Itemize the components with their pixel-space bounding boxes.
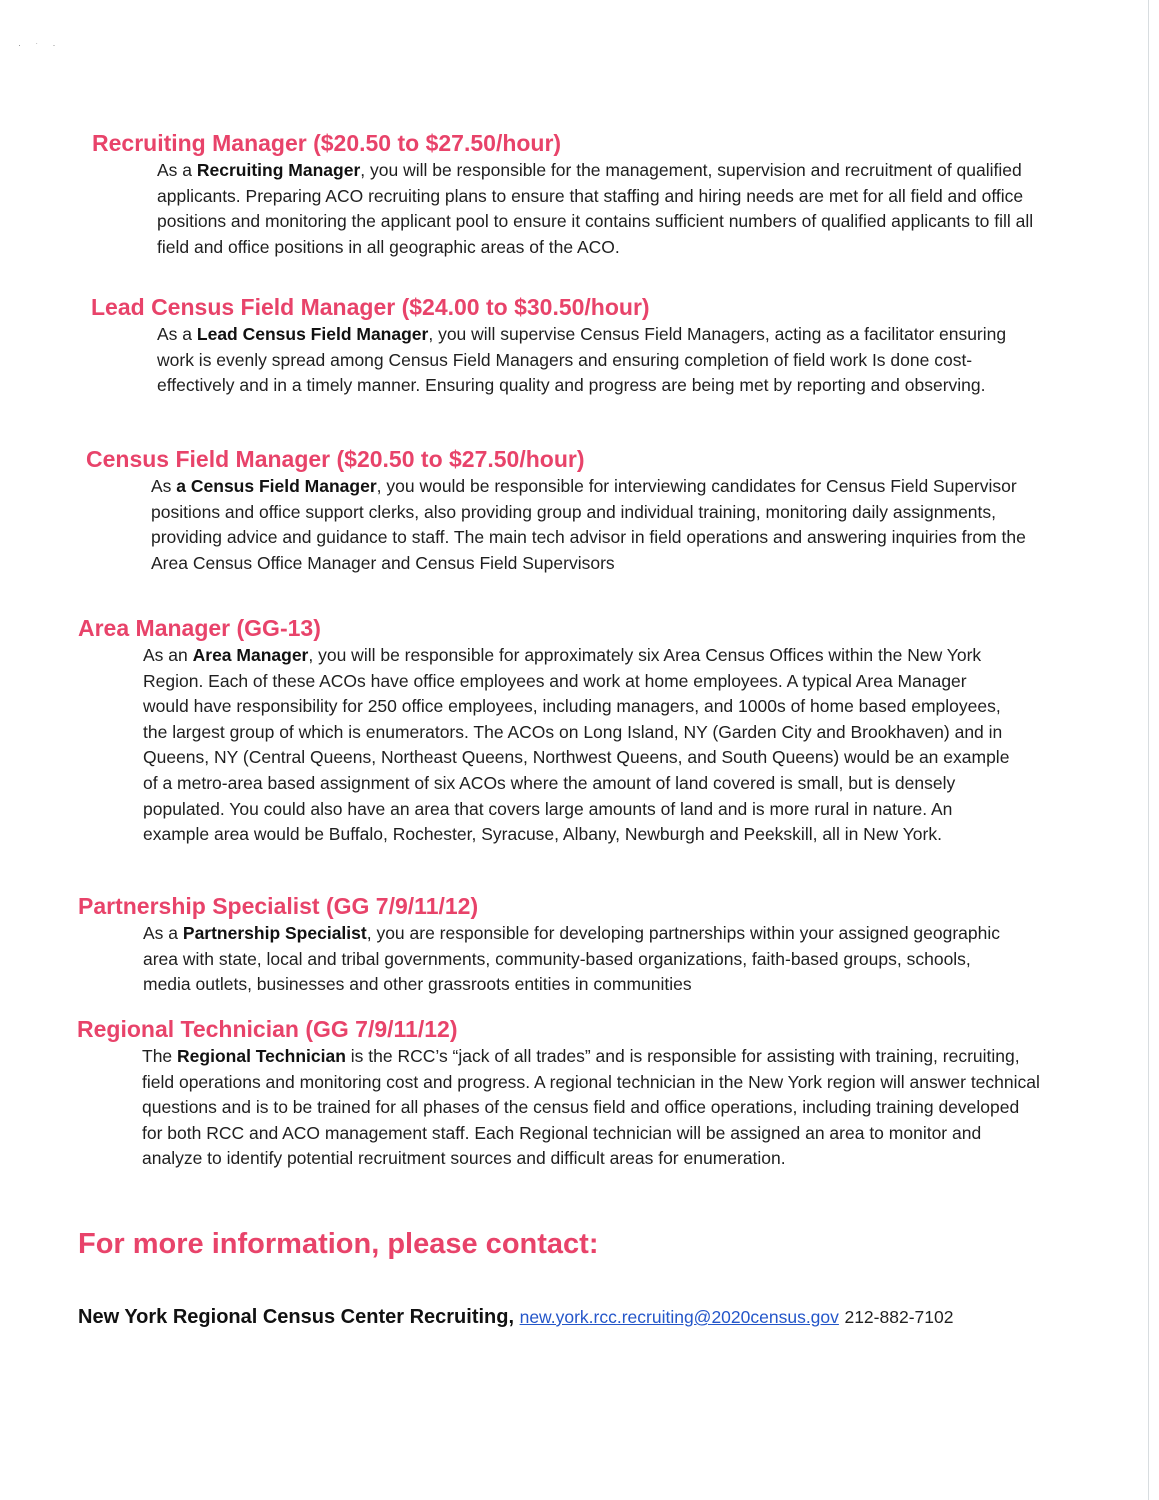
contact-line: [78, 1306, 953, 1329]
section-regional-technician: [77, 1014, 1042, 1172]
scan-artifact: · ˑ ·: [18, 40, 62, 50]
section-body: [151, 474, 1031, 576]
job-title-bold: Recruiting Manager: [196, 160, 361, 180]
job-title-bold: Regional Technician: [177, 1046, 346, 1066]
body-lead: As a: [143, 923, 183, 943]
body-lead: As an: [143, 645, 193, 665]
body-text: , you will be responsible for the management, supervision and recruitment of qualified applicants. Preparing ACO recruiting plans to ensure that staffing and hiring needs are met for all field and office positions and monitoring the applicant pool to ensure it contains sufficient numbers of qualified applicants to fill all field and office positions in all geographic areas of the ACO.: [157, 160, 1034, 257]
job-title-bold: Area Manager: [192, 645, 309, 665]
section-recruiting-manager: [92, 128, 1047, 260]
body-lead: As a: [157, 160, 197, 180]
section-body: [143, 921, 1013, 998]
section-heading: Recruiting Manager ($20.50 to $27.50/hour): [92, 130, 562, 156]
job-title-bold: a Census Field Manager: [176, 476, 377, 496]
body-text: , you would be responsible for interviewing candidates for Census Field Supervisor positions and office support clerks, also providing group and individual training, monitoring daily assignments, providing advice and guidance to staff. The main tech advisor in field operations and answering inquiries from the Area Census Office Manager and Census Field Supervisors: [151, 476, 1026, 573]
body-text: , you are responsible for developing partnerships within your assigned geographic area with state, local and tribal governments, community-based organizations, faith-based groups, schools, media outlets, businesses and other grassroots entities in communities: [143, 923, 1001, 995]
body-text: , you will be responsible for approximately six Area Census Offices within the New York Region. Each of these ACOs have office employees and work at home employees. A typical Area Manager would have responsibility for 250 office employees, including managers, and 1000s of home based employees, the largest group of which is enumerators. The ACOs on Long Island, NY (Garden City and Brookhaven) and in Queens, NY (Central Queens, Northeast Queens, Northwest Queens, and South Queens) would be an example of a metro-area based assignment of six ACOs where the amount of land covered is small, but is densely populated. You could also have an area that covers large amounts of land and is more rural in nature. An example area would be Buffalo, Rochester, Syracuse, Albany, Newburgh and Peekskill, all in New York.: [143, 645, 1010, 845]
body-lead: As: [151, 476, 177, 496]
body-text: is the RCC’s “jack of all trades” and is responsible for assisting with training, recruiting, field operations and monitoring cost and progress. A regional technician in the New York region will answer technical questions and is to be trained for all phases of the census field and office operations, including training developed for both RCC and ACO management staff. Each Regional technician will be assigned an area to monitor and analyze to identify potential recruitment sources and difficult areas for enumeration.: [142, 1046, 1040, 1169]
section-partnership-specialist: [78, 891, 1013, 998]
section-heading: Regional Technician (GG 7/9/11/12): [77, 1016, 458, 1042]
section-body: [157, 158, 1047, 260]
job-title-bold: Lead Census Field Manager: [196, 324, 429, 344]
section-heading: Area Manager (GG-13): [78, 615, 321, 641]
contact-heading: For more information, please contact:: [78, 1228, 599, 1260]
job-title-bold: Partnership Specialist: [182, 923, 367, 943]
body-lead: The: [142, 1046, 178, 1066]
contact-phone: 212-882-7102: [844, 1307, 954, 1327]
section-heading: Census Field Manager ($20.50 to $27.50/hour): [86, 446, 585, 472]
page-edge-line: [1148, 0, 1149, 1500]
section-body: [157, 322, 1047, 399]
section-area-manager: [78, 613, 1013, 848]
contact-email-link[interactable]: new.york.rcc.recruiting@2020census.gov: [519, 1307, 839, 1327]
section-heading: Lead Census Field Manager ($24.00 to $30.50/hour): [91, 294, 650, 320]
section-body: [143, 643, 1013, 848]
section-body: [142, 1044, 1042, 1172]
contact-org: New York Regional Census Center Recruiting,: [78, 1306, 515, 1328]
section-lead-census-field-manager: [91, 292, 1047, 399]
body-lead: As a: [157, 324, 197, 344]
section-heading: Partnership Specialist (GG 7/9/11/12): [78, 893, 479, 919]
body-text: , you will supervise Census Field Managers, acting as a facilitator ensuring work is evenly spread among Census Field Managers and ensuring completion of field work Is done cost-effectively and in a timely manner. Ensuring quality and progress are being met by reporting and observing.: [157, 324, 1007, 396]
section-census-field-manager: [86, 444, 1031, 576]
